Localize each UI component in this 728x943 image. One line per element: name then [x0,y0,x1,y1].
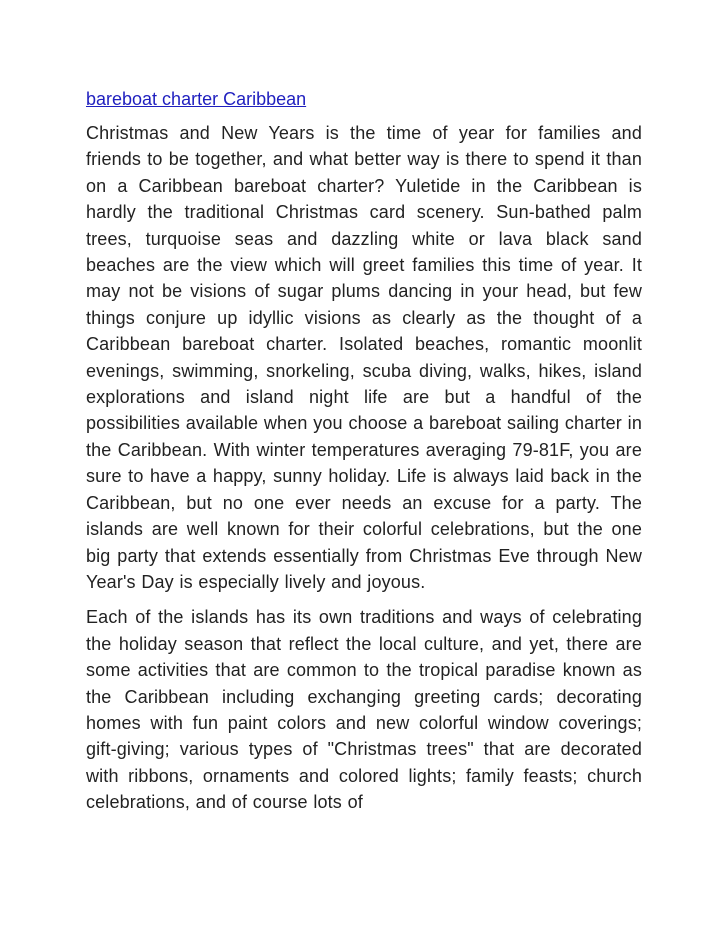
paragraph-2: Each of the islands has its own traditions and ways of celebrating the holiday season that reflect the local culture, and yet, there are some activities that are common to the tropical paradise known as the Caribbean including exchanging greeting cards; decorating homes with fun paint colors and new colorful window coverings; gift-giving; various types of "Christmas trees" that are decorated with ribbons, ornaments and colored lights; family feasts; church celebrations, and of course lots of [86,607,642,813]
paragraph-1: Christmas and New Years is the time of year for families and friends to be together, and what better way is there to spend it than on a Caribbean bareboat charter? Yuletide in the Caribbean is hardly the traditional Christmas card scenery. Sun-bathed palm trees, turquoise seas and dazzling white or lava black sand beaches are the view which will greet families this time of year. It may not be visions of sugar plums dancing in your head, but few things conjure up idyllic visions as clearly as the thought of a Caribbean bareboat charter. Isolated beaches, romantic moonlit evenings, swimming, snorkeling, scuba diving, walks, hikes, island explorations and island night life are but a handful of the possibilities available when you choose a bareboat sailing charter in the Caribbean. With winter temperatures averaging 79-81F, you are sure to have a happy, sunny holiday. Life is always laid back in the Caribbean, but no one ever needs an excuse for a party. The islands are well known for their colorful celebrations, but the one big party that extends essentially from Christmas Eve through New Year's Day is especially lively and joyous. [86,123,642,592]
document-page [86,86,642,825]
title-link[interactable]: bareboat charter Caribbean [86,89,307,109]
